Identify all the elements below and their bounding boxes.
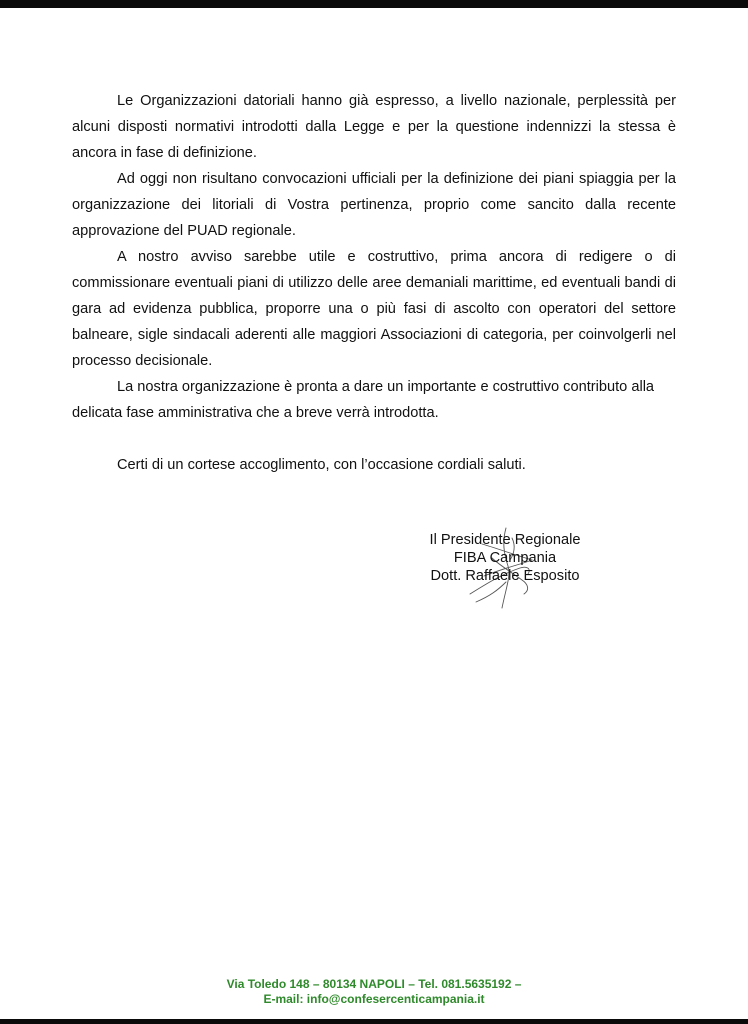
- paragraph-4: La nostra organizzazione è pronta a dare un importante e costruttivo contributo alla delicata fase amministrativa che a breve verrà introdotta.: [72, 379, 655, 421]
- paragraph-1: Le Organizzazioni datoriali hanno già espresso, a livello nazionale, perplessità per alcuni disposti normativi introdotti dalla Legge e per la questione indennizzi la stessa è ancora in fase di definizione.: [72, 93, 676, 161]
- signatory-role: Il Presidente Regionale: [429, 532, 581, 548]
- footer-email: E-mail: info@confesercenticampania.it: [263, 992, 485, 1006]
- letter-body: [72, 88, 676, 426]
- closing-line: Certi di un cortese accoglimento, con l’occasione cordiali saluti.: [117, 457, 526, 473]
- paragraph-2: Ad oggi non risultano convocazioni ufficiali per la definizione dei piani spiaggia per la organizzazione dei litoriali di Vostra pertinenza, proprio come sancito dalla recente approvazione del PUAD regionale.: [72, 171, 676, 239]
- signatory-organization: FIBA Campania: [453, 550, 557, 566]
- signature-block: [405, 531, 605, 585]
- top-border-bar: [0, 0, 748, 8]
- paragraph-3: A nostro avviso sarebbe utile e costruttivo, prima ancora di redigere o di commissionare eventuali piani di utilizzo delle aree demaniali marittime, ed eventuali bandi di gara ad evidenza pubblica, proporre una o più fasi di ascolto con operatori del settore balneare, sigle sindacali aderenti alle maggiori Associazioni di categoria, per coinvolgerli nel processo decisionale.: [72, 249, 676, 369]
- bottom-border-bar: [0, 1019, 748, 1024]
- signatory-name: Dott. Raffaele Esposito: [430, 568, 580, 584]
- letterhead-footer: [0, 977, 748, 1007]
- footer-address: Via Toledo 148 – 80134 NAPOLI – Tel. 081.5635192 –: [226, 977, 522, 991]
